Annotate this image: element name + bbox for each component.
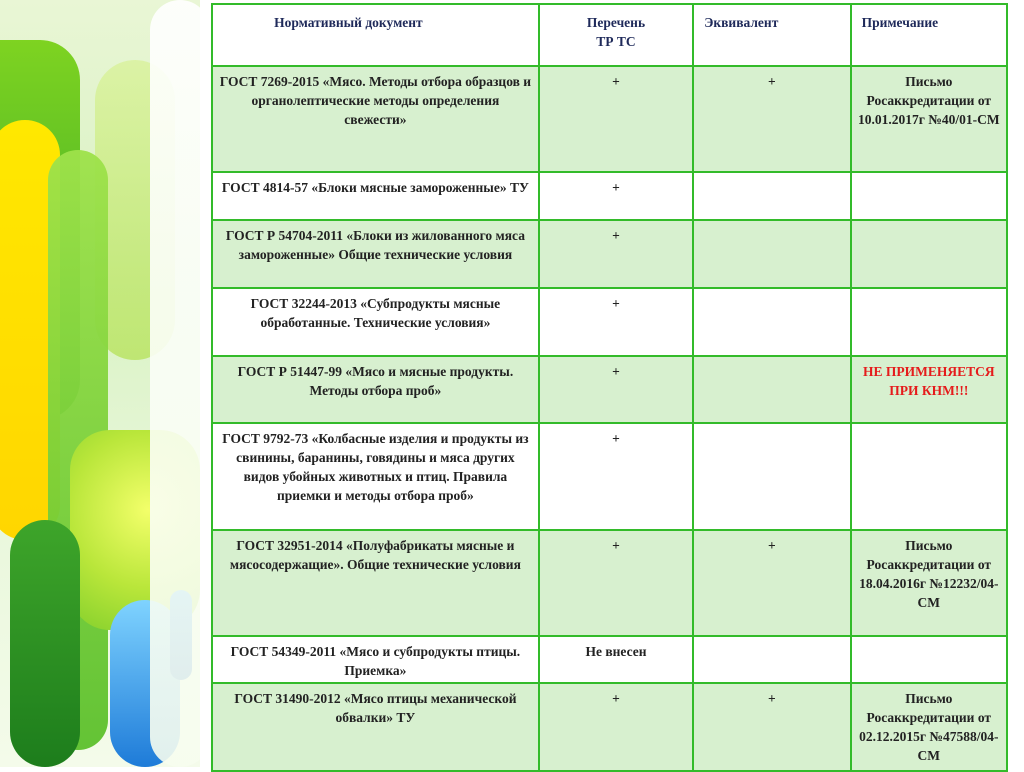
decor-shape (10, 520, 80, 767)
doc-cell: ГОСТ Р 54704-2011 «Блоки из жилованного мяса замороженные» Общие технические условия (212, 220, 539, 288)
equiv-cell (693, 172, 850, 220)
table-row (212, 288, 1007, 356)
equiv-cell (693, 288, 850, 356)
note-cell (851, 636, 1007, 683)
equiv-cell (693, 220, 850, 288)
equiv-cell (693, 423, 850, 530)
doc-cell: ГОСТ 54349-2011 «Мясо и субпродукты птицы. Приемка» (212, 636, 539, 683)
table-row (212, 683, 1007, 771)
doc-cell: ГОСТ 32951-2014 «Полуфабрикаты мясные и мясосодержащие». Общие технические условия (212, 530, 539, 636)
table-row (212, 636, 1007, 683)
decor-shape (150, 0, 200, 767)
table-row (212, 530, 1007, 636)
table-row (212, 423, 1007, 530)
list-cell: + (539, 66, 693, 172)
doc-cell: ГОСТ 4814-57 «Блоки мясные замороженные» ТУ (212, 172, 539, 220)
table-row (212, 172, 1007, 220)
doc-cell: ГОСТ 7269-2015 «Мясо. Методы отбора образцов и органолептические методы определения свежести» (212, 66, 539, 172)
note-cell (851, 172, 1007, 220)
list-cell: + (539, 172, 693, 220)
list-cell: + (539, 530, 693, 636)
table-row (212, 356, 1007, 423)
standards-table (211, 3, 1008, 772)
table-row (212, 66, 1007, 172)
list-cell: + (539, 356, 693, 423)
header-equiv: Эквивалент (693, 4, 850, 66)
note-cell: НЕ ПРИМЕНЯЕТСЯ ПРИ КНМ!!! (851, 356, 1007, 423)
equiv-cell: + (693, 683, 850, 771)
header-note: Примечание (851, 4, 1007, 66)
doc-cell: ГОСТ 31490-2012 «Мясо птицы механической обвалки» ТУ (212, 683, 539, 771)
standards-table-wrapper (211, 3, 1008, 772)
header-doc: Нормативный документ (212, 4, 539, 66)
equiv-cell: + (693, 66, 850, 172)
header-list: Перечень ТР ТС (539, 4, 693, 66)
list-cell: + (539, 288, 693, 356)
note-cell: Письмо Росаккредитации от 10.01.2017г №40/01-СМ (851, 66, 1007, 172)
doc-cell: ГОСТ 9792-73 «Колбасные изделия и продукты из свинины, баранины, говядины и мяса других видов убойных животных и птиц. Правила приемки и методы отбора проб» (212, 423, 539, 530)
list-cell: + (539, 423, 693, 530)
list-cell: + (539, 220, 693, 288)
table-header-row (212, 4, 1007, 66)
equiv-cell: + (693, 530, 850, 636)
list-cell: + (539, 683, 693, 771)
list-cell: Не внесен (539, 636, 693, 683)
note-cell (851, 288, 1007, 356)
doc-cell: ГОСТ Р 51447-99 «Мясо и мясные продукты. Методы отбора проб» (212, 356, 539, 423)
equiv-cell (693, 636, 850, 683)
note-cell: Письмо Росаккредитации от 18.04.2016г №12232/04-СМ (851, 530, 1007, 636)
doc-cell: ГОСТ 32244-2013 «Субпродукты мясные обработанные. Технические условия» (212, 288, 539, 356)
equiv-cell (693, 356, 850, 423)
table-row (212, 220, 1007, 288)
note-cell (851, 423, 1007, 530)
decorative-panel (0, 0, 200, 767)
note-cell (851, 220, 1007, 288)
note-cell: Письмо Росаккредитации от 02.12.2015г №47588/04-СМ (851, 683, 1007, 771)
